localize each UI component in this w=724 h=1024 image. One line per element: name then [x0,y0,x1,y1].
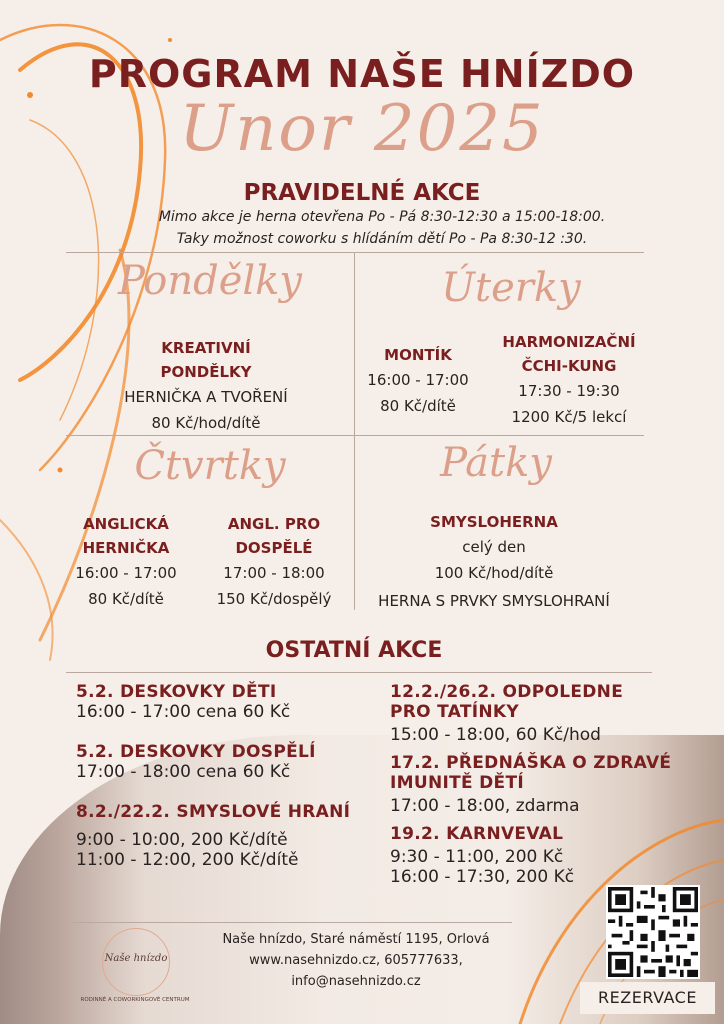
divider [66,252,644,253]
event-title: 19.2. KARNVEVAL [390,824,564,844]
other-heading: OSTATNÍ AKCE [265,638,443,663]
tuesday-b-price: 1200 Kč/5 lekcí [511,408,627,426]
page-title: PROGRAM NAŠE HNÍZDO [88,52,636,96]
friday-line-1: celý den [462,538,526,556]
event-title: 8.2./22.2. SMYSLOVÉ HRANÍ [76,802,351,822]
tuesday-block-a [358,343,478,419]
event-line: 15:00 - 18:00, 60 Kč/hod [390,725,601,745]
email-link[interactable]: info@nasehnizdo.cz [291,974,421,989]
event-line: 9:30 - 11:00, 200 Kč [390,847,564,867]
thursday-a-price: 80 Kč/dítě [88,590,164,608]
event-line: 9:00 - 10:00, 200 Kč/dítě [76,830,288,850]
logo-subtitle: RODINNÉ A COWORKINGOVÉ CENTRUM [80,997,190,1003]
thursday-a-time: 16:00 - 17:00 [75,564,177,582]
other-left-column [76,682,376,870]
monday-block [66,336,346,436]
thursday-a-title-1: ANGLICKÁ [83,515,169,533]
thursday-b-time: 17:00 - 18:00 [223,564,325,582]
opening-note-2: Taky možnost coworku s hlídáním dětí Po - Pa 8:30-12 :30. [176,231,588,247]
tuesday-b-title-1: HARMONIZAČNÍ [502,333,636,351]
thursday-block-a [62,512,190,612]
thursday-b-title-2: DOSPĚLÉ [235,539,313,557]
monday-script: Pondělky [117,258,303,304]
tuesday-script: Úterky [441,265,581,311]
thursday-script: Čtvrtky [134,443,286,489]
tuesday-a-title: MONTÍK [384,346,452,364]
thursday-b-price: 150 Kč/dospělý [216,590,332,608]
event-title-2: PRO TATÍNKY [390,702,519,722]
divider [66,672,652,673]
tuesday-a-time: 16:00 - 17:00 [367,371,469,389]
tuesday-b-title-2: ČCHI-KUNG [521,357,617,375]
contact-block [196,929,516,992]
event-title: 12.2./26.2. ODPOLEDNE [390,682,624,702]
monday-title-1: KREATIVNÍ [161,339,251,357]
event-title-2: IMUNITĚ DĚTÍ [390,773,524,793]
web-phone-link[interactable]: www.nasehnizdo.cz, 605777633, [249,953,463,968]
monday-title-2: PONDĚLKY [160,363,252,381]
monday-line-1: HERNIČKA A TVOŘENÍ [124,388,288,406]
monday-line-2: 80 Kč/hod/dítě [151,414,261,432]
friday-line-2: 100 Kč/hod/dítě [434,564,554,582]
friday-line-3: HERNA S PRVKY SMYSLOHRANÍ [378,592,610,610]
thursday-block-b [196,512,352,612]
regular-heading: PRAVIDELNÉ AKCE [243,180,481,206]
event-line: 17:00 - 18:00 cena 60 Kč [76,762,291,782]
opening-note-1: Mimo akce je herna otevřena Po - Pá 8:30-12:30 a 15:00-18:00. [158,209,606,225]
event-line: 16:00 - 17:00 cena 60 Kč [76,702,291,722]
thursday-b-title-1: ANGL. PRO [227,515,321,533]
divider [72,922,512,923]
friday-script: Pátky [440,440,552,486]
tuesday-a-price: 80 Kč/dítě [380,397,456,415]
event-line: 11:00 - 12:00, 200 Kč/dítě [76,850,299,870]
event-line: 16:00 - 17:30, 200 Kč [390,867,575,887]
friday-block [356,510,632,614]
other-right-column [390,682,700,887]
address: Naše hnízdo, Staré náměstí 1195, Orlová [222,932,490,947]
thursday-a-title-2: HERNIČKA [82,539,170,557]
friday-title: SMYSLOHERNA [430,513,558,531]
divider [354,252,355,610]
tuesday-block-b [488,330,650,430]
logo-text: Naše hnízdo [104,953,168,964]
event-title: 5.2. DESKOVKY DĚTI [76,682,277,702]
logo [102,928,170,996]
month-title: Unor 2025 [179,92,545,166]
reservation-button[interactable]: REZERVACE [580,982,715,1014]
event-title: 5.2. DESKOVKY DOSPĚLÍ [76,742,316,762]
event-line: 17:00 - 18:00, zdarma [390,796,580,816]
event-title: 17.2. PŘEDNÁŠKA O ZDRAVÉ [390,753,672,773]
qr-code-icon[interactable] [606,885,700,979]
tuesday-b-time: 17:30 - 19:30 [518,382,620,400]
